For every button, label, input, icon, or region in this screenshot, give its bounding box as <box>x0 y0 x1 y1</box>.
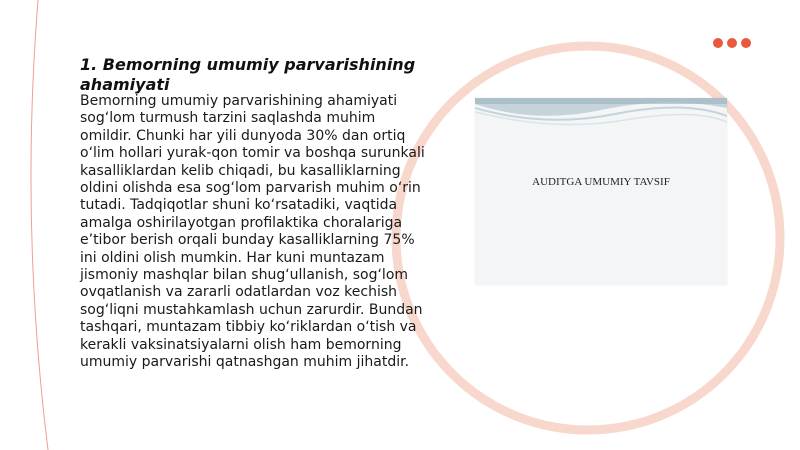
wave-banner <box>475 98 727 138</box>
slide-body-text: Bemorning umumiy parvarishining ahamiyati sog‘lom turmush tarzini saqlashda muhim omildir. Chunki har yili dunyoda 30% dan ortiq o‘lim hollari yurak-qon tomir va boshqa surunkali kasalliklardan kelib chiqadi, bu kasalliklarning oldini olishda esa sog‘lom parvarish muhim o‘rin tutadi. Tadqiqotlar shuni ko‘rsatadiki, vaqtida amalga oshirilayotgan profilaktika choralariga e’tibor berish orqali bunday kasalliklarning 75% ini oldini olish mumkin. Har kuni muntazam jismoniy mashqlar bilan shug‘ullanish, sog‘lom ovqatlanish va zararli odatlardan voz kechish sog‘liqni mustahkamlash uchun zarurdir. Bundan tashqari, muntazam tibbiy ko‘riklardan o‘tish va kerakli vaksinatsiyalarni olish ham bemorning umumiy parvarishi qatnashgan muhim jihatdir. <box>80 93 425 371</box>
dot <box>741 38 751 48</box>
dot <box>713 38 723 48</box>
dot <box>727 38 737 48</box>
slide-title: 1. Bemorning umumiy parvarishining ahamiyati <box>80 55 416 94</box>
left-edge-arc <box>31 0 48 450</box>
more-dots-icon[interactable] <box>713 38 751 48</box>
thumbnail-caption: AUDITGA UMUMIY TAVSIF <box>532 176 670 188</box>
document-thumbnail <box>475 98 727 285</box>
